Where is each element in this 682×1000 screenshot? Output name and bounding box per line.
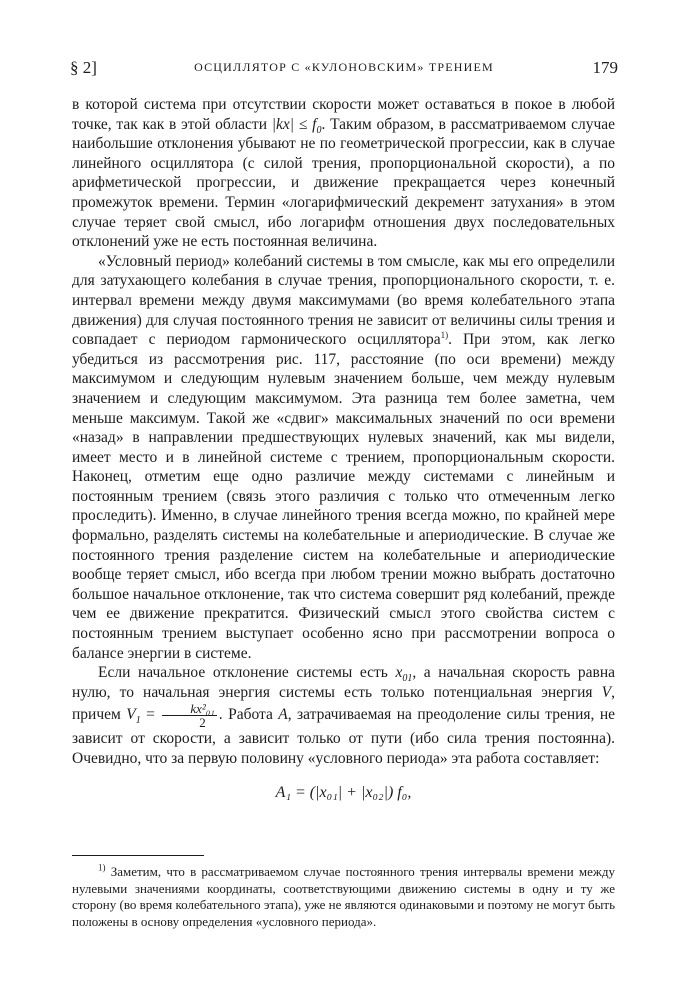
inequality-kx-f0: $|kx| \le f_0$ xyxy=(271,115,322,136)
energy-fraction xyxy=(162,702,216,729)
var-V1: $V_1$ xyxy=(126,706,141,727)
paragraph-2-text-a: «Условный период» колебаний системы в том смысле, как мы его определили для затухающего колебания в случае трения, пропорционального скорости, т. е. интервал времени между двумя максимумами (во время колебательного этапа движения) для случая постоянного трения не зависит от величины силы трения и совпадает с периодом гармонического осциллятора xyxy=(72,252,615,349)
paragraph-2-text-b: . При этом, как легко убедиться из рассмотрения рис. 117, расстояние (по оси времени) между максимумом и следующим нулевым значением больше, чем между нулевым значением и следующим максимумом. Эта разница тем более заметна, чем меньше максимум. Такой же «сдвиг» максимальных значений по оси времени «назад» в направлении предшествующих нулевых значений, как мы видели, имеет место и в линейной системе с трением, пропорциональным скорости. Наконец, отметим еще одно различие между системами с линейным и постоянным трением (связь этого различия с только что отмеченным легко проследить). Именно, в случае линейного трения всегда можно, по крайней мере формально, разделять системы на колебательные и апериодические. В случае же постоянного трения разделение систем на колебательные и апериодические вообще теряет смысл, ибо всегда при любом трении можно выбрать достаточно большое начальное отклонение, так что система совершит ряд колебаний, прежде чем ее движение прекратится. Физический смысл этого свойства систем с постоянным трением выступает особенно ясно при рассмотрении вопроса о балансе энергии в системе. xyxy=(72,331,615,662)
paragraph-1-text-a: в которой система при отсутствии скорости может оставаться в покое в любой точке, так как в этой области xyxy=(72,96,615,133)
var-x01: $x_{01}$ xyxy=(395,664,413,685)
paragraph-1-text-b: . Таким образом, в рассматриваемом случае наибольшие отклонения убывают не по геометрической прогрессии, как в случае линейного осциллятора (с силой трения, пропорциональной скорости), а по арифметической прогрессии, и движение прекращается через конечный промежуток времени. Термин «логарифмический декремент затухания» в этом случае теряет свой смысл, ибо логарифм отношения двух последовательных отклонений уже не есть постоянная величина. xyxy=(72,115,615,251)
footnote-text: Заметим, что в рассматриваемом случае постоянного трения интервалы времени между нулевыми значениями координаты, соответствующими движению системы в одну и ту же сторону (во время колебательного этапа), уже не являются одинаковыми и поэтому не могут быть положены в основу определения «условного периода». xyxy=(72,864,615,929)
section-number: § 2] xyxy=(70,58,97,77)
footnote-reference: 1) xyxy=(440,329,449,340)
fraction-numerator: kx²₀₁ xyxy=(162,702,216,716)
paragraph-3-text-e: , затрачиваемая на преодоление силы трения, не зависит от скорости, а зависит только от пути (ибо сила трения постоянна). Очевидно, что за первую половину «условного периода» эта работа составляет: xyxy=(72,706,616,767)
paragraph-1 xyxy=(72,95,615,252)
paragraph-3-text-b: , а начальная скорость равна нулю, то начальная энергия системы есть только потенциальная энергия xyxy=(72,664,615,701)
paragraph-3 xyxy=(72,663,615,768)
footnote xyxy=(72,864,615,930)
paragraph-3-text-a: Если начальное отклонение системы есть xyxy=(98,664,388,682)
var-V: V xyxy=(601,683,612,701)
page-number: 179 xyxy=(592,58,618,77)
paragraph-3-text-d: . Работа xyxy=(218,706,273,724)
running-title: ОСЦИЛЛЯТОР С «КУЛОНОВСКИМ» ТРЕНИЕМ xyxy=(194,60,494,74)
work-equation: A₁ = (|x₀₁| + |x₀₂|) f₀, xyxy=(275,783,412,801)
main-text xyxy=(72,95,615,812)
footnote-paragraph xyxy=(72,864,615,930)
var-A: A xyxy=(278,706,288,724)
fraction-denominator: 2 xyxy=(199,715,206,731)
running-header xyxy=(70,58,618,82)
footnote-mark: 1) xyxy=(98,862,106,873)
paragraph-2 xyxy=(72,252,615,663)
paragraph-3-text-c: , причем xyxy=(72,683,615,724)
equals-sign: = xyxy=(140,706,161,724)
footnote-divider xyxy=(72,855,204,856)
